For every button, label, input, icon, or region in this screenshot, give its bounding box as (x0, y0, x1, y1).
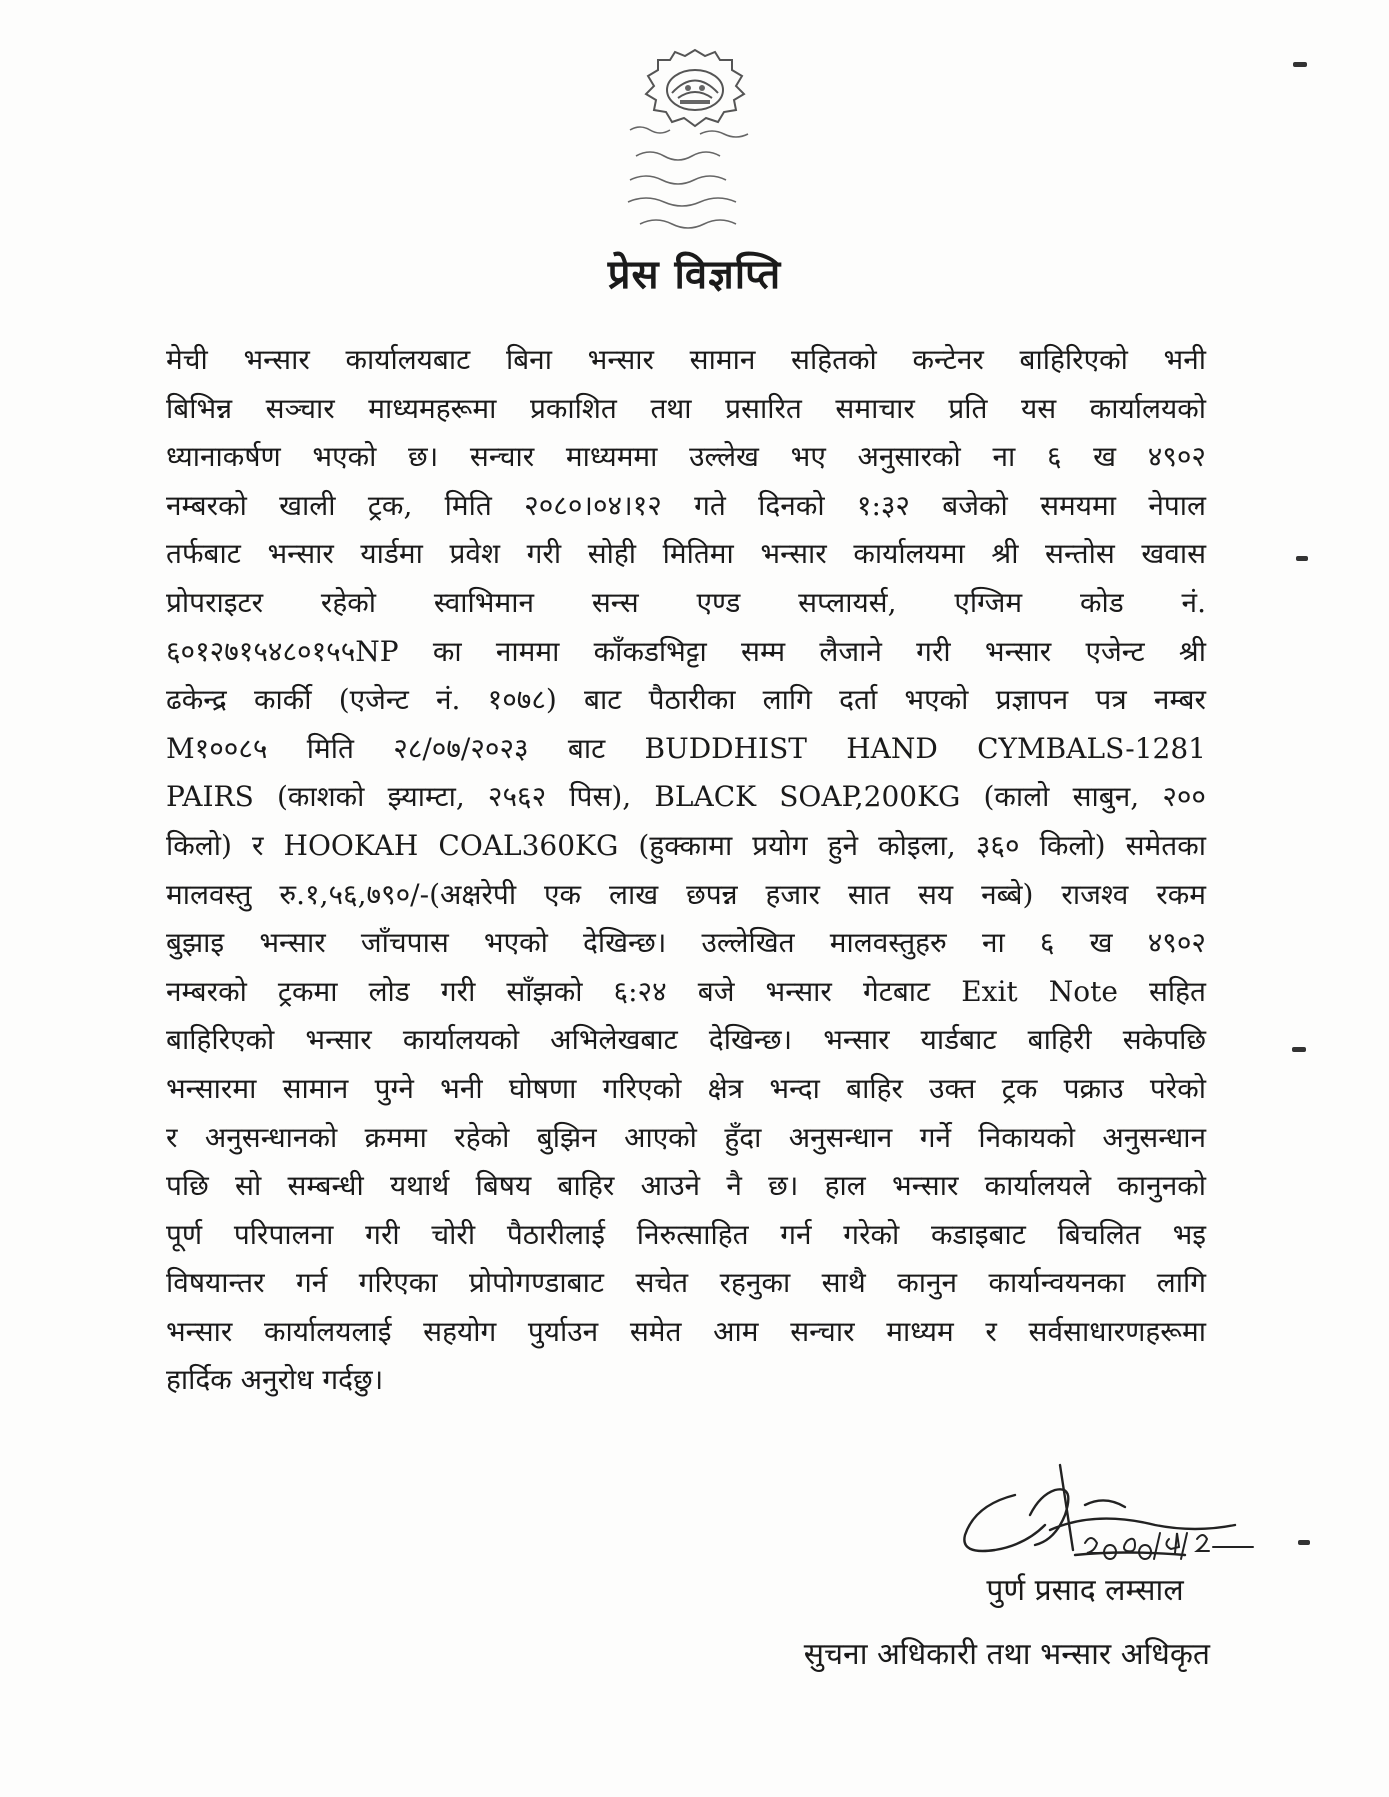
body-line: प्रोपराइटर रहेको स्वाभिमान सन्स एण्ड सप्लायर्स, एग्जिम कोड नं. (166, 585, 1206, 619)
signer-title: सुचना अधिकारी तथा भन्सार अधिकृत (803, 1637, 1210, 1672)
signer-name: पुर्ण प्रसाद लम्साल (986, 1573, 1184, 1608)
scan-speck (1298, 1540, 1310, 1545)
body-line: नम्बरको खाली ट्रक, मिति २०८०।०४।१२ गते दिनको १:३२ बजेको समयमा नेपाल (166, 488, 1206, 522)
body-line: भन्सार कार्यालयलाई सहयोग पुर्याउन समेत आम सन्चार माध्यम र सर्वसाधारणहरूमा (166, 1314, 1206, 1348)
body-line: ध्यानाकर्षण भएको छ। सन्चार माध्यममा उल्लेख भए अनुसारको ना ६ ख ४९०२ (166, 440, 1206, 474)
scan-speck (1296, 556, 1308, 561)
body-line: बिभिन्न सञ्चार माध्यमहरूमा प्रकाशित तथा प्रसारित समाचार प्रति यस कार्यालयको (166, 391, 1206, 425)
document-title: प्रेस विज्ञप्ति (607, 252, 782, 298)
body-line: बुझाइ भन्सार जाँचपास भएको देखिन्छ। उल्लेखित मालवस्तुहरु ना ६ ख ४९०२ (166, 926, 1206, 960)
body-line: M१००८५ मिति २८/०७/२०२३ बाट BUDDHIST HAND CYMBALS-1281 (166, 731, 1206, 765)
body-line: ढकेन्द्र कार्की (एजेन्ट नं. १०७८) बाट पैठारीका लागि दर्ता भएको प्रज्ञापन पत्र नम्बर (166, 683, 1206, 717)
body-line: मालवस्तु रु.१,५६,७९०/-(अक्षरेपी एक लाख छपन्न हजार सात सय नब्बे) राजश्व रकम (166, 877, 1206, 911)
body-line: नम्बरको ट्रकमा लोड गरी साँझको ६:२४ बजे भन्सार गेटबाट Exit Note सहित (166, 974, 1206, 1008)
body-line: PAIRS (काशको झ्याम्टा, २५६२ पिस), BLACK SOAP,200KG (कालो साबुन, २०० (166, 780, 1206, 814)
body-line: बाहिरिएको भन्सार कार्यालयको अभिलेखबाट देखिन्छ। भन्सार यार्डबाट बाहिरी सकेपछि (166, 1023, 1206, 1057)
body-line: मेची भन्सार कार्यालयबाट बिना भन्सार सामान सहितको कन्टेनर बाहिरिएको भनी (166, 343, 1206, 376)
handwritten-signature (955, 1455, 1255, 1575)
body-line: भन्सारमा सामान पुग्ने भनी घोषणा गरिएको क्षेत्र भन्दा बाहिर उक्त ट्रक पक्राउ परेको (166, 1071, 1206, 1105)
body-line: पछि सो सम्बन्धी यथार्थ बिषय बाहिर आउने नै छ। हाल भन्सार कार्यालयले कानुनको (166, 1169, 1206, 1203)
body-line: हार्दिक अनुरोध गर्दछु। (166, 1363, 384, 1397)
body-line: पूर्ण परिपालना गरी चोरी पैठारीलाई निरुत्साहित गर्न गरेको कडाइबाट बिचलित भइ (166, 1217, 1206, 1251)
body-line: विषयान्तर गर्न गरिएका प्रोपोगण्डाबाट सचेत रहनुका साथै कानुन कार्यान्वयनका लागि (166, 1266, 1206, 1300)
office-seal-stamp (600, 38, 790, 248)
body-line: तर्फबाट भन्सार यार्डमा प्रवेश गरी सोही मितिमा भन्सार कार्यालयमा श्री सन्तोस खवास (166, 537, 1206, 571)
scan-speck (1292, 1047, 1306, 1052)
body-line: र अनुसन्धानको क्रममा रहेको बुझिन आएको हुँदा अनुसन्धान गर्ने निकायको अनुसन्धान (166, 1120, 1206, 1154)
body-paragraph (166, 336, 1206, 1405)
scan-speck (1293, 62, 1307, 67)
body-line: किलो) र HOOKAH COAL360KG (हुक्कामा प्रयोग हुने कोइला, ३६० किलो) समेतका (166, 828, 1206, 862)
body-line: ६०१२७१५४८०१५५NP का नाममा काँकडभिट्टा सम्म लैजाने गरी भन्सार एजेन्ट श्री (166, 634, 1206, 668)
